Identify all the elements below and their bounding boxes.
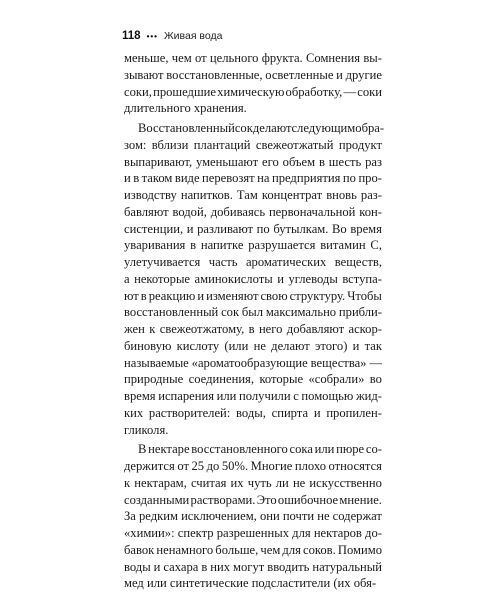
text-line: держится от 25 до 50%. Многие плохо относятся [124,459,382,473]
text-line: Восстановленный сок делают следующим обра- [138,121,385,135]
header-dots-ornament: ••• [146,32,158,41]
text-line: бавляют водой, добиваясь первоначальной кон- [124,204,382,219]
text-line: ких растворителей: воды, спирта и пропилен- [124,405,382,420]
text-line: улетучивается часть ароматических веществ, [124,255,382,269]
text-line: и в таком виде перевозят на предприятия по про- [124,171,382,186]
text-line: систенции, и разливают по бутылкам. Во время [124,221,382,236]
text-line: к нектарам, считая их чуть ли не искусственно [124,475,382,490]
text-line: воды и сахара в них могут вводить натуральный [124,559,382,574]
text-line: изводству напитков. Там концентрат вновь раз- [124,188,382,202]
text-line: ют в реакцию и изменяют свою структуру. Чтобы [124,288,382,303]
running-header [122,30,222,42]
text-line: За редким исключением, они почти не содержат [124,509,382,524]
text-line: созданными растворами. Это ошибочное мнение. [124,492,382,507]
body-text [124,50,385,592]
text-line: уваривания в напитке разрушается витамин C, [124,238,382,253]
text-line: называемые «ароматообразующие вещества» — [124,355,382,370]
text-line: выпаривают, уменьшают его объем в шесть раз [124,154,382,169]
text-line: длительного хранения. [124,101,247,116]
page-number: 118 [122,30,141,42]
text-line: биновую кислоту (или не делают этого) и так [124,338,382,353]
paragraph [124,441,382,592]
text-line: а некоторые аминокислоты и углеводы вступа- [124,271,382,286]
text-line: время испарения или получили с помощью жид- [124,389,382,403]
running-title: Живая вода [163,30,223,42]
text-line: В нектаре восстановленного сока или пюре со- [138,442,382,457]
text-line: природные соединения, которые «собрали» во [124,372,382,387]
text-line: гликоля. [124,422,169,437]
text-line: соки, прошедшие химическую обработку, — соки [124,84,382,99]
text-line: бавок ненамного больше, чем для соков. Помимо [124,542,382,557]
text-line: «химии»: спектр разрешенных для нектаров до- [124,526,382,540]
text-line: мед или синтетические подсластители (их обя- [124,576,377,591]
text-line: зом: вблизи плантаций свежеотжатый продукт [124,137,382,152]
paragraph [124,120,385,438]
text-line: восстановленный сок был максимально прибли- [124,305,382,320]
text-line: меньше, чем от цельного фрукта. Сомнения вы- [124,51,382,65]
text-line: жен к свежеотжатому, в него добавляют аскор- [124,322,382,336]
paragraph [124,50,382,117]
text-line: зывают восстановленные, осветленные и другие [124,67,382,82]
